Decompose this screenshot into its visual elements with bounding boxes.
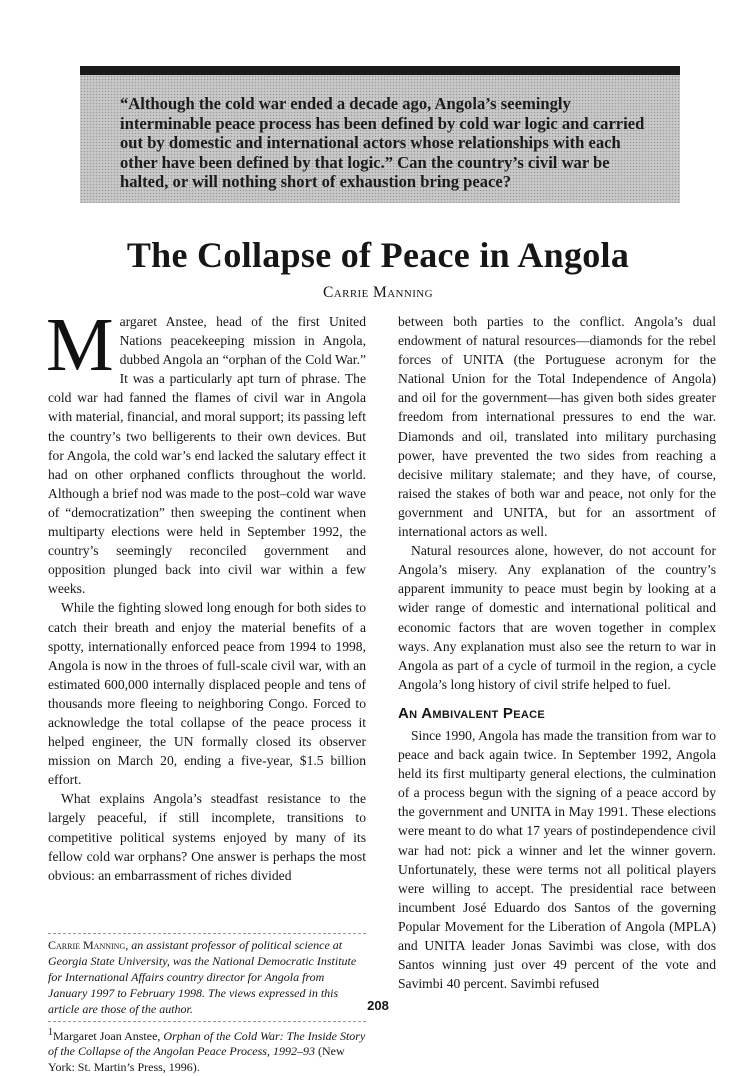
page-number: 208 xyxy=(367,998,389,1013)
author-bio-name: Carrie Manning xyxy=(48,938,126,952)
article-title: The Collapse of Peace in Angola xyxy=(126,235,630,275)
paragraph-text: argaret Anstee, head of the first United Nations peacekeeping mission in Angola, dubbed Angola an “orphan of the Cold War.” It was a particularly apt turn of phrase. The cold war had fanned the flames of civil war in Angola with material, financial, and moral support; its passing left the country’s two belligerents to their own devices. But for Angola, the cold war’s end lacked the salutary effect it had on other orphaned conflicts throughout the world. Although a brief nod was made to the post–cold war wave of “democratization” then sweeping the continent when multiparty elections were held in September 1992, the country’s seemingly reconciled government and opposition plunged back into civil war within a few weeks. xyxy=(48,314,366,597)
right-column xyxy=(398,312,716,993)
footnote-marker: 1 xyxy=(48,1026,53,1038)
footnote-text: Margaret Joan Anstee, xyxy=(53,1028,164,1043)
footnote-1 xyxy=(48,1025,366,1076)
body-paragraph: What explains Angola’s steadfast resistance to the largely peaceful, if still incomplete, transitions to competitive political systems enjoyed by many of its fellow cold war orphans? One answer is perhaps the most obvious: an embarrassment of riches divided xyxy=(48,791,366,883)
pull-quote: “Although the cold war ended a decade ago, Angola’s seemingly interminable peace process has been defined by cold war logic and carried out by domestic and international actors whose relationships with each other have been defined by that logic.” Can the country’s civil war be halted, or will nothing short of exhaustion bring peace? xyxy=(120,94,645,191)
body-paragraph: Natural resources alone, however, do not account for Angola’s misery. Any explanation of the country’s apparent immunity to peace must begin by looking at a wider range of domestic and international political and economic factors that are woven together in complex ways. Any explanation must also see the return to war in Angola as part of a cycle of turmoil in the region, a cycle Angola’s long history of civil strife helped to fuel. xyxy=(398,543,716,692)
body-paragraph: between both parties to the conflict. Angola’s dual endowment of natural resources—diamonds for the rebel forces of UNITA (the Portuguese acronym for the National Union for the Total Independence of Angola) and oil for the government—has given both sides greater freedom from international pressures to end the war. Diamonds and oil, translated into military purchasing power, have prevented the two sides from reaching a decisive military stalemate; and they have, of course, raised the stakes of both war and peace, not only for the government and UNITA, but for an assortment of international actors as well. xyxy=(398,314,716,540)
body-paragraph xyxy=(46,303,366,598)
body-paragraph: Since 1990, Angola has made the transition from war to peace and back again twice. In September 1992, Angola held its first multiparty general elections, the culmination of a process begun with the signing of a peace accord by the government and UNITA in May 1991. These elections were meant to do what 17 years of postindependence civil war had not: pick a winner and let the winner govern. Unfortunately, these were terms not all political players were willing to accept. The presidential race between incumbent José Eduardo dos Santos of the governing Popular Movement for the Liberation of Angola (MPLA) and UNITA leader Jonas Savimbi was close, with dos Santos winning just over 49 percent of the vote and Savimbi 40 percent. Savimbi refused xyxy=(398,727,716,992)
section-heading: An Ambivalent Peace xyxy=(398,704,546,722)
drop-cap: M xyxy=(46,303,114,387)
footnote-book-title: Orphan of the Cold War: The Inside Story of the Collapse of the Angolan Peace Process, 1992–93 xyxy=(48,1028,366,1059)
footnote-divider xyxy=(48,1021,366,1022)
top-rule xyxy=(80,66,680,75)
footnote-divider xyxy=(48,933,366,934)
footnote-text: (New York: St. Martin’s Press, 1996). xyxy=(48,1044,345,1075)
author-byline: Carrie Manning xyxy=(323,284,433,301)
body-paragraph: While the fighting slowed long enough for both sides to catch their breath and enjoy the material benefits of a spotty, internationally enforced peace from 1994 to 1998, Angola is now in the throes of full-scale civil war, with an estimated 600,000 internally displaced people and tens of thousands more fleeing to neighboring Congo. Forced to acknowledge the total collapse of the peace process it helped engineer, the UN formally closed its observer mission on March 20, ending a five-year, $1.5 billion effort. xyxy=(48,600,366,788)
left-column xyxy=(46,303,366,885)
author-bio-text: , an assistant professor of political science at Georgia State University, was the National Democratic Institute for International Affairs country director for Angola from January 1997 to February 1998. The views expressed in this article are those of the author. xyxy=(48,938,357,1016)
